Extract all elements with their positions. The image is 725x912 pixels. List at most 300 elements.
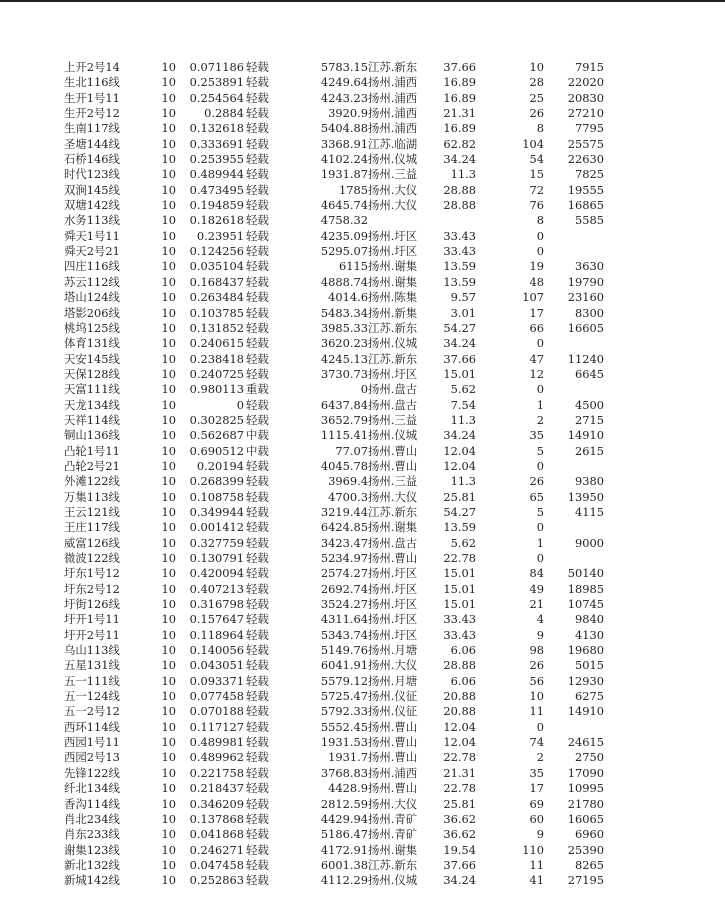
line-name-cell[interactable]: 凸轮2号21 bbox=[64, 458, 120, 473]
line-name-cell[interactable]: 凸轮1号11 bbox=[64, 443, 120, 458]
line-name-cell[interactable]: 生北116线 bbox=[64, 75, 120, 90]
total-cell[interactable]: 12930 bbox=[567, 673, 604, 688]
line-name-cell[interactable]: 四庄116线 bbox=[64, 259, 120, 274]
count-cell[interactable]: 48 bbox=[529, 274, 544, 289]
voltage-cell[interactable]: 10 bbox=[161, 704, 176, 719]
load-status-cell[interactable]: 轻载 bbox=[246, 873, 269, 888]
capacity-cell[interactable]: 3730.73 bbox=[320, 366, 368, 381]
line-name-cell[interactable]: 天祥114线 bbox=[64, 412, 120, 427]
load-ratio-cell[interactable]: 0.420094 bbox=[189, 566, 244, 581]
total-cell[interactable]: 19555 bbox=[567, 182, 604, 197]
percent-cell[interactable]: 33.43 bbox=[443, 627, 476, 642]
line-name-cell[interactable]: 水务113线 bbox=[64, 213, 120, 228]
voltage-cell[interactable]: 10 bbox=[161, 382, 176, 397]
load-status-cell[interactable]: 轻载 bbox=[246, 274, 269, 289]
substation-cell[interactable]: 扬州.仪城 bbox=[368, 152, 418, 167]
count-cell[interactable]: 9 bbox=[536, 827, 544, 842]
capacity-cell[interactable]: 0 bbox=[360, 382, 368, 397]
load-status-cell[interactable]: 轻载 bbox=[246, 182, 269, 197]
total-cell[interactable]: 10995 bbox=[567, 781, 604, 796]
voltage-cell[interactable]: 10 bbox=[161, 857, 176, 872]
load-ratio-cell[interactable]: 0.489962 bbox=[189, 750, 244, 765]
total-cell[interactable]: 27195 bbox=[567, 873, 604, 888]
count-cell[interactable]: 0 bbox=[536, 551, 544, 565]
substation-cell[interactable]: 江苏.新东 bbox=[368, 351, 418, 366]
load-ratio-cell[interactable]: 0.130791 bbox=[189, 551, 244, 565]
count-cell[interactable]: 17 bbox=[529, 781, 544, 796]
count-cell[interactable]: 54 bbox=[529, 152, 544, 167]
substation-cell[interactable]: 扬州.浦西 bbox=[368, 75, 418, 90]
percent-cell[interactable]: 36.62 bbox=[443, 811, 476, 826]
line-name-cell[interactable]: 舜天2号21 bbox=[64, 244, 120, 259]
capacity-cell[interactable]: 77.07 bbox=[335, 443, 368, 458]
percent-cell[interactable]: 37.66 bbox=[443, 60, 476, 74]
line-name-cell[interactable]: 上开2号14 bbox=[64, 60, 120, 74]
percent-cell[interactable]: 37.66 bbox=[443, 857, 476, 872]
total-cell[interactable]: 19680 bbox=[567, 643, 604, 658]
percent-cell[interactable]: 54.27 bbox=[443, 320, 476, 335]
count-cell[interactable]: 2 bbox=[536, 412, 544, 427]
capacity-cell[interactable]: 3524.27 bbox=[320, 597, 368, 612]
substation-cell[interactable]: 扬州.圩区 bbox=[368, 244, 418, 259]
substation-cell[interactable]: 扬州.陈集 bbox=[368, 290, 418, 305]
line-name-cell[interactable]: 天安145线 bbox=[64, 351, 120, 366]
capacity-cell[interactable]: 4249.64 bbox=[320, 75, 368, 90]
line-name-cell[interactable]: 天富111线 bbox=[64, 382, 120, 397]
voltage-cell[interactable]: 10 bbox=[161, 689, 176, 704]
count-cell[interactable]: 5 bbox=[536, 443, 544, 458]
voltage-cell[interactable]: 10 bbox=[161, 121, 176, 136]
count-cell[interactable]: 49 bbox=[529, 581, 544, 596]
substation-cell[interactable]: 扬州.大仪 bbox=[368, 198, 418, 213]
load-status-cell[interactable]: 轻载 bbox=[246, 658, 269, 673]
substation-cell[interactable]: 扬州.圩区 bbox=[368, 597, 418, 612]
load-status-cell[interactable]: 轻载 bbox=[246, 489, 269, 504]
total-cell[interactable]: 50140 bbox=[567, 566, 604, 581]
substation-cell[interactable]: 扬州.仪征 bbox=[368, 689, 418, 704]
line-name-cell[interactable]: 五一111线 bbox=[64, 673, 120, 688]
voltage-cell[interactable]: 10 bbox=[161, 612, 176, 627]
load-status-cell[interactable]: 轻载 bbox=[246, 320, 269, 335]
voltage-cell[interactable]: 10 bbox=[161, 765, 176, 780]
line-name-cell[interactable]: 肖北234线 bbox=[64, 811, 120, 826]
percent-cell[interactable]: 15.01 bbox=[443, 366, 476, 381]
load-ratio-cell[interactable]: 0.327759 bbox=[189, 535, 244, 550]
line-name-cell[interactable]: 圣塘144线 bbox=[64, 136, 120, 151]
count-cell[interactable]: 5 bbox=[536, 504, 544, 519]
voltage-cell[interactable]: 10 bbox=[161, 152, 176, 167]
substation-cell[interactable]: 扬州.大仪 bbox=[368, 796, 418, 811]
total-cell[interactable]: 4115 bbox=[575, 504, 604, 519]
substation-cell[interactable]: 扬州.三益 bbox=[368, 167, 418, 182]
percent-cell[interactable]: 11.3 bbox=[450, 412, 476, 427]
load-status-cell[interactable]: 轻载 bbox=[246, 397, 269, 412]
capacity-cell[interactable]: 3969.4 bbox=[328, 474, 368, 489]
substation-cell[interactable]: 扬州.浦西 bbox=[368, 90, 418, 105]
count-cell[interactable]: 9 bbox=[536, 627, 544, 642]
load-status-cell[interactable]: 轻载 bbox=[246, 612, 269, 627]
percent-cell[interactable]: 22.78 bbox=[443, 750, 476, 765]
voltage-cell[interactable]: 10 bbox=[161, 520, 176, 535]
count-cell[interactable]: 69 bbox=[529, 796, 544, 811]
line-name-cell[interactable]: 西环114线 bbox=[64, 719, 120, 734]
count-cell[interactable]: 66 bbox=[529, 320, 544, 335]
load-ratio-cell[interactable]: 0.254564 bbox=[189, 90, 244, 105]
count-cell[interactable]: 26 bbox=[529, 474, 544, 489]
load-ratio-cell[interactable]: 0.252863 bbox=[189, 873, 244, 888]
capacity-cell[interactable]: 4428.9 bbox=[328, 781, 368, 796]
substation-cell[interactable]: 扬州.圩区 bbox=[368, 627, 418, 642]
load-ratio-cell[interactable]: 0.268399 bbox=[189, 474, 244, 489]
capacity-cell[interactable]: 2812.59 bbox=[320, 796, 368, 811]
voltage-cell[interactable]: 10 bbox=[161, 106, 176, 121]
percent-cell[interactable]: 15.01 bbox=[443, 566, 476, 581]
voltage-cell[interactable]: 10 bbox=[161, 597, 176, 612]
capacity-cell[interactable]: 5725.47 bbox=[320, 689, 368, 704]
substation-cell[interactable]: 扬州.曹山 bbox=[368, 719, 418, 734]
load-status-cell[interactable]: 中载 bbox=[246, 428, 269, 443]
load-ratio-cell[interactable]: 0.140056 bbox=[189, 643, 244, 658]
percent-cell[interactable]: 13.59 bbox=[443, 259, 476, 274]
line-name-cell[interactable]: 圩东2号12 bbox=[64, 581, 120, 596]
load-ratio-cell[interactable]: 0.346209 bbox=[189, 796, 244, 811]
count-cell[interactable]: 4 bbox=[536, 612, 544, 627]
load-ratio-cell[interactable]: 0.562687 bbox=[189, 428, 244, 443]
load-ratio-cell[interactable]: 0.240615 bbox=[189, 336, 244, 351]
voltage-cell[interactable]: 10 bbox=[161, 643, 176, 658]
total-cell[interactable]: 20830 bbox=[567, 90, 604, 105]
percent-cell[interactable]: 20.88 bbox=[443, 704, 476, 719]
load-ratio-cell[interactable]: 0.489944 bbox=[189, 167, 244, 182]
voltage-cell[interactable]: 10 bbox=[161, 167, 176, 182]
percent-cell[interactable]: 12.04 bbox=[443, 735, 476, 750]
voltage-cell[interactable]: 10 bbox=[161, 259, 176, 274]
load-ratio-cell[interactable]: 0.253955 bbox=[189, 152, 244, 167]
load-ratio-cell[interactable]: 0.108758 bbox=[189, 489, 244, 504]
percent-cell[interactable]: 16.89 bbox=[443, 121, 476, 136]
load-ratio-cell[interactable]: 0.263484 bbox=[189, 290, 244, 305]
voltage-cell[interactable]: 10 bbox=[161, 827, 176, 842]
voltage-cell[interactable]: 10 bbox=[161, 182, 176, 197]
load-ratio-cell[interactable]: 0.980113 bbox=[189, 382, 244, 397]
load-ratio-cell[interactable]: 0.103785 bbox=[189, 305, 244, 320]
count-cell[interactable]: 107 bbox=[522, 290, 544, 305]
line-name-cell[interactable]: 微波122线 bbox=[64, 551, 120, 565]
capacity-cell[interactable]: 6424.85 bbox=[320, 520, 368, 535]
line-name-cell[interactable]: 王庄117线 bbox=[64, 520, 120, 535]
line-name-cell[interactable]: 天保128线 bbox=[64, 366, 120, 381]
load-status-cell[interactable]: 轻载 bbox=[246, 152, 269, 167]
total-cell[interactable]: 4130 bbox=[575, 627, 604, 642]
count-cell[interactable]: 17 bbox=[529, 305, 544, 320]
line-name-cell[interactable]: 外滩122线 bbox=[64, 474, 120, 489]
line-name-cell[interactable]: 五一2号12 bbox=[64, 704, 120, 719]
load-ratio-cell[interactable]: 0.302825 bbox=[189, 412, 244, 427]
substation-cell[interactable]: 扬州.三益 bbox=[368, 412, 418, 427]
load-ratio-cell[interactable]: 0.240725 bbox=[189, 366, 244, 381]
capacity-cell[interactable]: 4311.64 bbox=[320, 612, 368, 627]
total-cell[interactable]: 16605 bbox=[567, 320, 604, 335]
substation-cell[interactable]: 扬州.仪城 bbox=[368, 428, 418, 443]
capacity-cell[interactable]: 5792.33 bbox=[320, 704, 368, 719]
total-cell[interactable]: 16865 bbox=[567, 198, 604, 213]
load-status-cell[interactable]: 轻载 bbox=[246, 643, 269, 658]
percent-cell[interactable]: 13.59 bbox=[443, 274, 476, 289]
total-cell[interactable]: 9380 bbox=[575, 474, 604, 489]
substation-cell[interactable]: 扬州.圩区 bbox=[368, 566, 418, 581]
count-cell[interactable]: 26 bbox=[529, 658, 544, 673]
line-name-cell[interactable]: 新北132线 bbox=[64, 857, 120, 872]
voltage-cell[interactable]: 10 bbox=[161, 842, 176, 857]
load-status-cell[interactable]: 轻载 bbox=[246, 857, 269, 872]
count-cell[interactable]: 0 bbox=[536, 228, 544, 243]
total-cell[interactable]: 24615 bbox=[567, 735, 604, 750]
load-status-cell[interactable]: 轻载 bbox=[246, 366, 269, 381]
load-status-cell[interactable]: 轻载 bbox=[246, 566, 269, 581]
substation-cell[interactable]: 扬州.圩区 bbox=[368, 581, 418, 596]
substation-cell[interactable]: 扬州.月塘 bbox=[368, 643, 418, 658]
load-status-cell[interactable]: 轻载 bbox=[246, 351, 269, 366]
count-cell[interactable]: 0 bbox=[536, 336, 544, 351]
percent-cell[interactable]: 33.43 bbox=[443, 612, 476, 627]
count-cell[interactable]: 1 bbox=[536, 535, 544, 550]
load-ratio-cell[interactable]: 0.124256 bbox=[189, 244, 244, 259]
voltage-cell[interactable]: 10 bbox=[161, 228, 176, 243]
load-status-cell[interactable]: 轻载 bbox=[246, 90, 269, 105]
total-cell[interactable]: 11240 bbox=[567, 351, 604, 366]
total-cell[interactable]: 7795 bbox=[575, 121, 604, 136]
percent-cell[interactable]: 28.88 bbox=[443, 658, 476, 673]
percent-cell[interactable]: 12.04 bbox=[443, 458, 476, 473]
load-status-cell[interactable]: 轻载 bbox=[246, 627, 269, 642]
capacity-cell[interactable]: 4045.78 bbox=[320, 458, 368, 473]
load-ratio-cell[interactable]: 0.071186 bbox=[189, 60, 244, 74]
total-cell[interactable]: 8265 bbox=[575, 857, 604, 872]
voltage-cell[interactable]: 10 bbox=[161, 566, 176, 581]
percent-cell[interactable]: 5.62 bbox=[450, 535, 476, 550]
count-cell[interactable]: 0 bbox=[536, 458, 544, 473]
substation-cell[interactable]: 扬州.浦西 bbox=[368, 106, 418, 121]
line-name-cell[interactable]: 苏云112线 bbox=[64, 274, 120, 289]
percent-cell[interactable]: 33.43 bbox=[443, 228, 476, 243]
load-status-cell[interactable]: 轻载 bbox=[246, 458, 269, 473]
capacity-cell[interactable]: 2574.27 bbox=[320, 566, 368, 581]
load-status-cell[interactable]: 轻载 bbox=[246, 719, 269, 734]
voltage-cell[interactable]: 10 bbox=[161, 443, 176, 458]
line-name-cell[interactable]: 威富126线 bbox=[64, 535, 120, 550]
voltage-cell[interactable]: 10 bbox=[161, 627, 176, 642]
total-cell[interactable]: 17090 bbox=[567, 765, 604, 780]
load-ratio-cell[interactable]: 0.407213 bbox=[189, 581, 244, 596]
percent-cell[interactable]: 11.3 bbox=[450, 167, 476, 182]
percent-cell[interactable]: 9.57 bbox=[450, 290, 476, 305]
line-name-cell[interactable]: 生开1号11 bbox=[64, 90, 120, 105]
line-name-cell[interactable]: 石桥146线 bbox=[64, 152, 120, 167]
percent-cell[interactable]: 5.62 bbox=[450, 382, 476, 397]
total-cell[interactable]: 14910 bbox=[567, 428, 604, 443]
percent-cell[interactable]: 16.89 bbox=[443, 90, 476, 105]
load-ratio-cell[interactable]: 0.23951 bbox=[196, 228, 244, 243]
percent-cell[interactable]: 21.31 bbox=[443, 106, 476, 121]
total-cell[interactable]: 21780 bbox=[567, 796, 604, 811]
load-ratio-cell[interactable]: 0.253891 bbox=[189, 75, 244, 90]
load-ratio-cell[interactable]: 0.2884 bbox=[204, 106, 244, 121]
count-cell[interactable]: 35 bbox=[529, 765, 544, 780]
line-name-cell[interactable]: 天龙134线 bbox=[64, 397, 120, 412]
capacity-cell[interactable]: 5783.15 bbox=[320, 60, 368, 74]
capacity-cell[interactable]: 3768.83 bbox=[320, 765, 368, 780]
voltage-cell[interactable]: 10 bbox=[161, 673, 176, 688]
total-cell[interactable]: 7915 bbox=[575, 60, 604, 74]
substation-cell[interactable]: 扬州.新集 bbox=[368, 305, 418, 320]
load-status-cell[interactable]: 轻载 bbox=[246, 474, 269, 489]
count-cell[interactable]: 65 bbox=[529, 489, 544, 504]
capacity-cell[interactable]: 4888.74 bbox=[320, 274, 368, 289]
load-status-cell[interactable]: 轻载 bbox=[246, 551, 269, 565]
load-ratio-cell[interactable]: 0.043051 bbox=[189, 658, 244, 673]
line-name-cell[interactable]: 舜天1号11 bbox=[64, 228, 120, 243]
voltage-cell[interactable]: 10 bbox=[161, 781, 176, 796]
load-ratio-cell[interactable]: 0.690512 bbox=[189, 443, 244, 458]
count-cell[interactable]: 26 bbox=[529, 106, 544, 121]
load-ratio-cell[interactable]: 0.182618 bbox=[189, 213, 244, 228]
total-cell[interactable]: 5015 bbox=[575, 658, 604, 673]
load-ratio-cell[interactable]: 0.20194 bbox=[196, 458, 244, 473]
capacity-cell[interactable]: 5579.12 bbox=[320, 673, 368, 688]
substation-cell[interactable]: 扬州.圩区 bbox=[368, 366, 418, 381]
load-ratio-cell[interactable]: 0.168437 bbox=[189, 274, 244, 289]
capacity-cell[interactable]: 2692.74 bbox=[320, 581, 368, 596]
load-ratio-cell[interactable]: 0.118964 bbox=[189, 627, 244, 642]
line-name-cell[interactable]: 双涧145线 bbox=[64, 182, 120, 197]
total-cell[interactable]: 19790 bbox=[567, 274, 604, 289]
total-cell[interactable]: 22630 bbox=[567, 152, 604, 167]
load-ratio-cell[interactable]: 0.131852 bbox=[189, 320, 244, 335]
substation-cell[interactable]: 扬州.谢集 bbox=[368, 842, 418, 857]
count-cell[interactable]: 41 bbox=[529, 873, 544, 888]
load-status-cell[interactable]: 轻载 bbox=[246, 290, 269, 305]
load-status-cell[interactable]: 轻载 bbox=[246, 750, 269, 765]
percent-cell[interactable]: 6.06 bbox=[450, 643, 476, 658]
load-status-cell[interactable]: 轻载 bbox=[246, 827, 269, 842]
load-ratio-cell[interactable]: 0.473495 bbox=[189, 182, 244, 197]
percent-cell[interactable]: 16.89 bbox=[443, 75, 476, 90]
capacity-cell[interactable]: 4645.74 bbox=[320, 198, 368, 213]
load-ratio-cell[interactable]: 0.035104 bbox=[189, 259, 244, 274]
load-status-cell[interactable]: 轻载 bbox=[246, 811, 269, 826]
count-cell[interactable]: 98 bbox=[529, 643, 544, 658]
load-status-cell[interactable]: 轻载 bbox=[246, 121, 269, 136]
percent-cell[interactable]: 36.62 bbox=[443, 827, 476, 842]
line-name-cell[interactable]: 西园1号11 bbox=[64, 735, 120, 750]
voltage-cell[interactable]: 10 bbox=[161, 198, 176, 213]
load-status-cell[interactable]: 轻载 bbox=[246, 106, 269, 121]
voltage-cell[interactable]: 10 bbox=[161, 551, 176, 565]
count-cell[interactable]: 56 bbox=[529, 673, 544, 688]
load-status-cell[interactable]: 轻载 bbox=[246, 704, 269, 719]
voltage-cell[interactable]: 10 bbox=[161, 535, 176, 550]
load-ratio-cell[interactable]: 0.157647 bbox=[189, 612, 244, 627]
count-cell[interactable]: 1 bbox=[536, 397, 544, 412]
total-cell[interactable]: 18985 bbox=[567, 581, 604, 596]
substation-cell[interactable]: 江苏.新东 bbox=[368, 857, 418, 872]
percent-cell[interactable]: 34.24 bbox=[443, 336, 476, 351]
line-name-cell[interactable]: 时代123线 bbox=[64, 167, 120, 182]
substation-cell[interactable]: 扬州.谢集 bbox=[368, 274, 418, 289]
substation-cell[interactable]: 扬州.曹山 bbox=[368, 781, 418, 796]
substation-cell[interactable]: 扬州.浦西 bbox=[368, 765, 418, 780]
line-name-cell[interactable]: 新城142线 bbox=[64, 873, 120, 888]
load-status-cell[interactable]: 轻载 bbox=[246, 689, 269, 704]
capacity-cell[interactable]: 6437.84 bbox=[320, 397, 368, 412]
percent-cell[interactable]: 33.43 bbox=[443, 244, 476, 259]
total-cell[interactable]: 8300 bbox=[575, 305, 604, 320]
load-status-cell[interactable]: 轻载 bbox=[246, 581, 269, 596]
capacity-cell[interactable]: 1931.7 bbox=[328, 750, 368, 765]
substation-cell[interactable]: 扬州.月塘 bbox=[368, 673, 418, 688]
voltage-cell[interactable]: 10 bbox=[161, 719, 176, 734]
voltage-cell[interactable]: 10 bbox=[161, 75, 176, 90]
substation-cell[interactable]: 扬州.浦西 bbox=[368, 121, 418, 136]
line-name-cell[interactable]: 香沟114线 bbox=[64, 796, 120, 811]
line-name-cell[interactable]: 双塘142线 bbox=[64, 198, 120, 213]
line-name-cell[interactable]: 乌山113线 bbox=[64, 643, 120, 658]
line-name-cell[interactable]: 生开2号12 bbox=[64, 106, 120, 121]
voltage-cell[interactable]: 10 bbox=[161, 735, 176, 750]
load-status-cell[interactable]: 轻载 bbox=[246, 305, 269, 320]
substation-cell[interactable]: 扬州.谢集 bbox=[368, 520, 418, 535]
load-ratio-cell[interactable]: 0.077458 bbox=[189, 689, 244, 704]
capacity-cell[interactable]: 3652.79 bbox=[320, 412, 368, 427]
substation-cell[interactable]: 扬州.曹山 bbox=[368, 443, 418, 458]
total-cell[interactable]: 25390 bbox=[567, 842, 604, 857]
load-status-cell[interactable]: 轻载 bbox=[246, 796, 269, 811]
load-ratio-cell[interactable]: 0.117127 bbox=[189, 719, 244, 734]
line-name-cell[interactable]: 铜山136线 bbox=[64, 428, 120, 443]
capacity-cell[interactable]: 4700.3 bbox=[328, 489, 368, 504]
load-status-cell[interactable]: 轻载 bbox=[246, 597, 269, 612]
voltage-cell[interactable]: 10 bbox=[161, 305, 176, 320]
capacity-cell[interactable]: 5404.88 bbox=[320, 121, 368, 136]
count-cell[interactable]: 11 bbox=[529, 704, 544, 719]
capacity-cell[interactable]: 1785 bbox=[339, 182, 368, 197]
substation-cell[interactable]: 扬州.三益 bbox=[368, 474, 418, 489]
count-cell[interactable]: 0 bbox=[536, 719, 544, 734]
percent-cell[interactable]: 6.06 bbox=[450, 673, 476, 688]
capacity-cell[interactable]: 6001.38 bbox=[320, 857, 368, 872]
total-cell[interactable]: 13950 bbox=[567, 489, 604, 504]
load-ratio-cell[interactable]: 0.041868 bbox=[189, 827, 244, 842]
percent-cell[interactable]: 62.82 bbox=[443, 136, 476, 151]
total-cell[interactable]: 9840 bbox=[575, 612, 604, 627]
count-cell[interactable]: 8 bbox=[536, 121, 544, 136]
percent-cell[interactable]: 13.59 bbox=[443, 520, 476, 535]
count-cell[interactable]: 0 bbox=[536, 244, 544, 259]
count-cell[interactable]: 12 bbox=[529, 366, 544, 381]
voltage-cell[interactable]: 10 bbox=[161, 60, 176, 74]
load-ratio-cell[interactable]: 0.137868 bbox=[189, 811, 244, 826]
line-name-cell[interactable]: 肖东233线 bbox=[64, 827, 120, 842]
total-cell[interactable]: 6645 bbox=[575, 366, 604, 381]
capacity-cell[interactable]: 3219.44 bbox=[320, 504, 368, 519]
count-cell[interactable]: 0 bbox=[536, 382, 544, 397]
count-cell[interactable]: 104 bbox=[522, 136, 544, 151]
percent-cell[interactable]: 25.81 bbox=[443, 489, 476, 504]
line-name-cell[interactable]: 圩街126线 bbox=[64, 597, 120, 612]
substation-cell[interactable]: 扬州.大仪 bbox=[368, 489, 418, 504]
percent-cell[interactable]: 34.24 bbox=[443, 873, 476, 888]
voltage-cell[interactable]: 10 bbox=[161, 489, 176, 504]
